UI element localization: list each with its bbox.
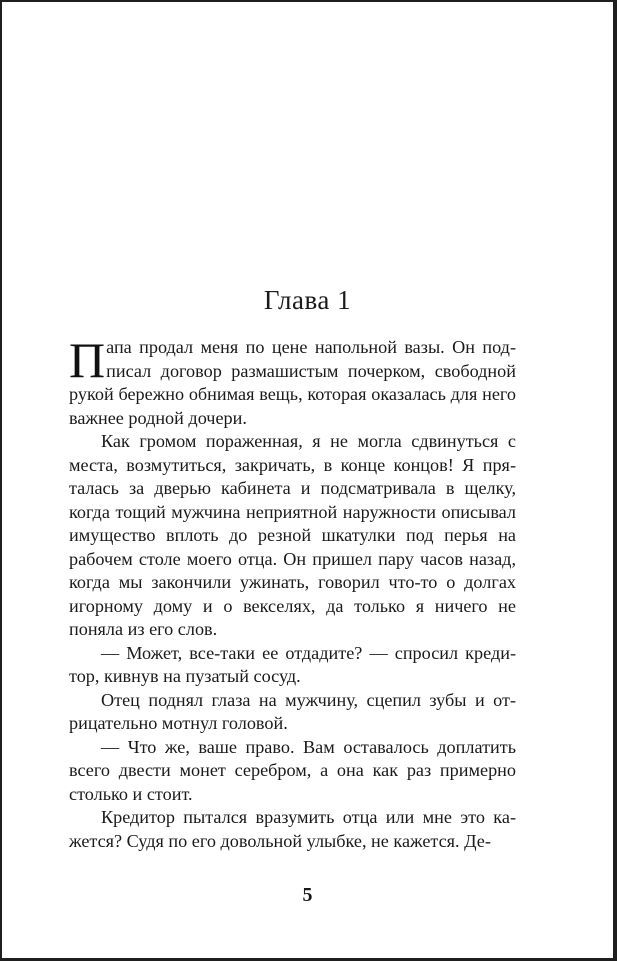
chapter-body [69, 332, 516, 853]
paragraph-1-text: апа продал меня по цене напольной вазы. Он подписал договор размашистым почерком, свободной рукой бережно обнимая вещь, которая оказалась для него важнее родной дочери. [69, 337, 516, 428]
drop-cap-letter: П [69, 332, 106, 388]
paragraph-4: Отец поднял глаза на мужчину, сцепил зубы и отрицательно мотнул головой. [69, 689, 516, 733]
paragraph-3-dialogue: — Может, все-таки ее отдадите? — спросил кредитор, кивнув на пузатый сосуд. [69, 642, 516, 686]
page-number: 5 [302, 884, 313, 906]
paragraph-2: Как громом пораженная, я не могла сдвинуться с места, возмутиться, закричать, в конце концов! Я пряталась за дверью кабинета и подсматривала в щелку, когда тощий мужчина неприятной наружности описывал имущество вплоть до резной шкатулки под перья на рабочем столе моего отца. Он пришел пару часов назад, когда мы закончили ужинать, говорил что-то о долгах игорному дому и о векселях, да только я ничего не поняла из его слов. [69, 431, 516, 639]
paragraph-1 [69, 332, 516, 430]
chapter-title: Глава 1 [263, 285, 352, 315]
paragraph-5-dialogue: — Что же, ваше право. Вам оставалось доплатить всего двести монет серебром, а она как раз примерно столько и стоит. [69, 736, 516, 804]
book-page [2, 2, 613, 958]
paragraph-6: Кредитор пытался вразумить отца или мне это кажется? Судя по его довольной улыбке, не кажется. Де- [69, 807, 516, 851]
